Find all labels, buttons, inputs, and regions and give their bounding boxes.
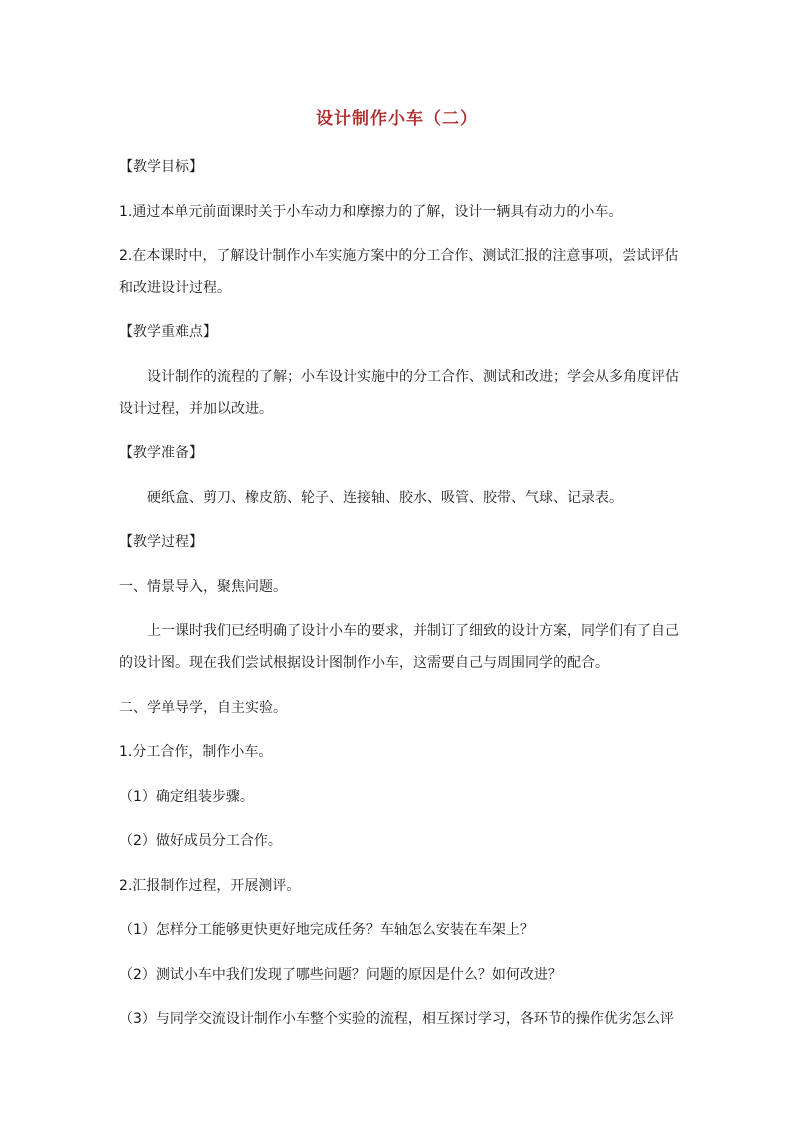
list-item: （1）怎样分工能够更快更好地完成任务？车轴怎么安装在车架上？ [119, 922, 534, 938]
page-title: 设计制作小车（二） [316, 109, 478, 129]
list-item: （2）测试小车中我们发现了哪些问题？问题的原因是什么？如何改进？ [119, 967, 562, 983]
paragraph-objective-2-cont: 和改进设计过程。 [119, 280, 231, 296]
section-heading-objectives: 【教学目标】 [119, 159, 203, 175]
list-item: （2）做好成员分工合作。 [119, 833, 282, 849]
section-heading-process: 【教学过程】 [119, 534, 203, 550]
paragraph-objective-2: 2.在本课时中，了解设计制作小车实施方案中的分工合作、测试汇报的注意事项，尝试评估 [119, 248, 679, 264]
paragraph-key-points: 设计制作的流程的了解；小车设计实施中的分工合作、测试和改进；学会从多角度评估 [147, 369, 679, 385]
paragraph-intro-cont: 的设计图。现在我们尝试根据设计图制作小车，这需要自己与周围同学的配合。 [119, 655, 609, 671]
subheading-2-1: 1.分工合作，制作小车。 [119, 744, 273, 760]
list-item: （3）与同学交流设计制作小车整个实验的流程，相互探讨学习，各环节的操作优劣怎么评 [119, 1011, 674, 1027]
step-heading-1: 一、情景导入，聚焦问题。 [119, 579, 287, 595]
step-heading-2: 二、学单导学，自主实验。 [119, 700, 287, 716]
paragraph-intro: 上一课时我们已经明确了设计小车的要求，并制订了细致的设计方案，同学们有了自己 [147, 623, 679, 639]
list-item: （1）确定组装步骤。 [119, 789, 254, 805]
subheading-2-2: 2.汇报制作过程，开展测评。 [119, 878, 301, 894]
section-heading-preparation: 【教学准备】 [119, 445, 203, 461]
paragraph-objective-1: 1.通过本单元前面课时关于小车动力和摩擦力的了解，设计一辆具有动力的小车。 [119, 204, 623, 220]
paragraph-key-points-cont: 设计过程，并加以改进。 [119, 401, 273, 417]
section-heading-key-points: 【教学重难点】 [119, 324, 217, 340]
paragraph-materials: 硬纸盒、剪刀、橡皮筋、轮子、连接轴、胶水、吸管、胶带、气球、记录表。 [147, 490, 623, 506]
